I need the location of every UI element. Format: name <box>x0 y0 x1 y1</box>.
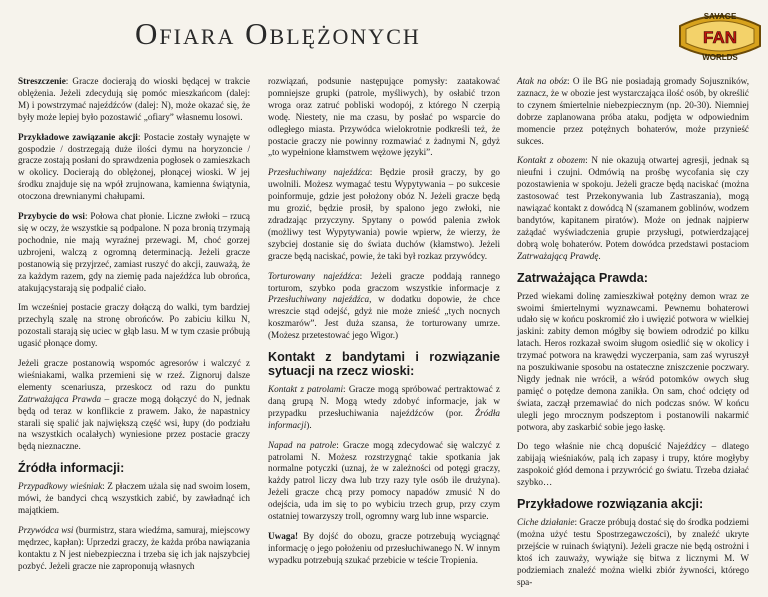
summary-paragraph: Streszczenie: Gracze docierają do wioski będącej w trakcie oblężenia. Jeżeli zdecydują się pomóc mieszkańcom (dalej: M) i powstrzymać najeźdźców (dalej: N), może okazać się, że były może lepiej było pozostawić „ofiary” własnemu losowi. <box>18 76 250 122</box>
tortured-paragraph: Torturowany najeźdźca: Jeżeli gracze poddają rannego torturom, szybko poda graczom wszystkie informacje z Przesłuchiwany najeźdźca, w dodatku dopowie, że chce wreszcie stąd odejść, gdyż nie może znieść „tych nocnych koszmarów”. Jest duża szansa, że torturowany umrze. (Możesz przetestować jego Wigor.) <box>268 270 500 341</box>
logo-top-text: SAVAGE <box>703 12 737 21</box>
patrol-contact-paragraph: Kontakt z patrolami: Gracze mogą spróbować pertraktować z daną grupą N. Mogą wtedy zdobyć informacje, jak w przypadku przesłuchiwania najeźdźców (por. Źródła informacji). <box>268 384 500 430</box>
logo-middle-text: FAN <box>703 28 737 47</box>
sources-heading: Źródła informacji: <box>18 461 125 476</box>
camp-contact-paragraph: Kontakt z obozem: N nie okazują otwartej agresji, jednak są nieufni i czujni. Odmówią na prośbę wycofania się czy pozostawienia w spokoju. Jeżeli gracze będą naciskać (można zastosować test Przekonywania lub Zastraszania), mogą nawiązać kontakt z dowódcą N (szamanem goblinów, wodzem bandytów, kapitanem piratów). Może on jednak najpierw zażądać wyświadczenia grupie przysługi, potwierdzającej dobrą wolę bohaterów. Potem dowódca przedstawi postaciom Zatrważającą Prawdę. <box>517 155 749 261</box>
interrogated-paragraph: Przesłuchiwany najeźdźca: Będzie prosił graczy, by go uwolnili. Możesz wymagać testu Wypytywania – po sukcesie poinformuje, gdzie jest położony obóz N. Jeżeli gracze będą mu grozić, będzie prosił, by spalono jego zwłoki, nie zdradzając przyczyny. Spytany o powód palenia zwłok (możliwy test Wypytywania) powie wpierw, że wierzy, że szybciej dostanie się do świata duchów (kłamstwo). Jeżeli gracze będą naciskać, powie, że taki był rozkaz przywódcy. <box>268 167 501 261</box>
savage-worlds-fan-logo <box>676 6 764 66</box>
raiders-goal-paragraph: Do tego właśnie nie chcą dopuścić Najeźdźcy – dlatego zabijają wieśniaków, palą ich zapasy i trupy, które mogłyby zaspokoić głód demona i przywrócić go światu. Trzeba działać szybko… <box>517 441 749 488</box>
villager-paragraph: Przypadkowy wieśniak: Z płaczem użala się nad swoim losem, mówi, że bandyci chcą wszystkich zabić, by zawładnąć ich majątkiem. <box>18 481 250 516</box>
logo-bottom-text: WORLDS <box>702 53 738 62</box>
truth-heading: Zatrważająca Prawda: <box>517 270 648 285</box>
leader-paragraph: Przywódca wsi (burmistrz, stara wiedźma, samuraj, miejscowy mędrzec, kapłan): Uprzedzi graczy, że każda próba nawiązania kontaktu z N jest niebezpieczna i trzeba się ich jak najszybciej pozbyć. Jeżeli gracze nie zaproponują własnych <box>18 525 250 571</box>
page-title <box>135 16 421 52</box>
join-attackers-paragraph: Jeżeli gracze postanowią wspomóc agresorów i walczyć z wieśniakami, walka przemieni się w rzeź. Zignoruj dalsze elementy scenariusza, przeskocz od razu do punktu Zatrważająca Prawda – gracze mogą dołączyć do N, jednak będą od teraz w konflikcie z prawem. Jako, że napastnicy starali się spalić jak największą część wsi, łupy (do podziału na wszystkich ocalałych) wyniesione przez postacie graczy będą nieznaczne. <box>18 358 250 452</box>
truth-paragraph: Przed wiekami dolinę zamieszkiwał potężny demon wraz ze swoimi śmiertelnymi wyznawcami. Pewnemu bohaterowi udało się w końcu poskromić zło i uwięzić potwora w wielkiej jaskini: zabity demon mógłby się bowiem odrodzić po kilku latach. Heros rozkazał swoim sługom osiedlić się w okolicy i trzymać potwora na krawędzi wyczerpania, sam zaś wyruszył na poszukiwanie sposobu na ostateczne zniszczenie poczwary. Nigdy jednak nie wrócił, a wśród potomków owych sług pamięć o potędze demona zanikła. On sam, choć odcięty od świata, zaczął przemawiać do nich podczas snów. W końcu ulegli jego mrocznym podszeptom i postanowili nakarmić potwora, aby zaskarbić sobie jego łaskę. <box>517 290 749 432</box>
examples-heading: Przykładowe rozwiązania akcji: <box>517 497 704 512</box>
column-2 <box>268 76 500 575</box>
column-1 <box>18 76 250 581</box>
contact-heading: Kontakt z bandytami i rozwiązanie sytuacji na rzecz wioski: <box>268 350 500 379</box>
column-3 <box>517 76 749 597</box>
camp-attack-paragraph: Atak na obóz: O ile BG nie posiadają gromady Sojuszników, zaznacz, że w obozie jest wystarczająca ilość osób, by określić to czynem śmiertelnie niebezpiecznym (np. 20-30). Niemniej dobrze zaplanowana próba ataku, podjęta w odpowiednim momencie przez potężnych bohaterów, może przynieść sukces. <box>517 76 749 146</box>
title-text: Ofiara Oblężonych <box>135 16 421 51</box>
patrol-raid-paragraph: Napad na patrole: Gracze mogą zdecydować się walczyć z patrolami N. Możesz rozstrzygnąć takie spotkania jak normalne potyczki (uznaj, że w zależności od potęgi graczy, każdy patrol liczy dwa lub trzy razy tyle osób ile drużyna). Jeżeli gracze chcą przy pomocy napadów zmusić N do odejścia, uda im się to po wybiciu trzech grup, przy czym ostatniej towarzyszy troll, ogromny warg lub inne wsparcie. <box>268 439 500 522</box>
battle-paragraph: Im wcześniej postacie graczy dołączą do walki, tym bardziej przechylą szalę na stronę obrońców. Po zabiciu kilku N, pozostali starają się uciec w głąb lasu. M w tym czasie próbują ugasić płonące domy. <box>18 302 250 349</box>
quiet-action-paragraph: Ciche działanie: Gracze próbują dostać się do środka podziemi (można użyć testu Spostrzegawczości), by znaleźć ukryte przejście w ruinach świątyni). Jeżeli gracze nie będą ostrożni i ktoś ich zauważy, wywiąże się bitwa z licznymi M. W podziemiach znaleźć można wielki zbiór żywności, którego spa- <box>517 517 750 587</box>
arrival-paragraph: Przybycie do wsi: Połowa chat płonie. Liczne zwłoki – rzucą się w oczy, że wszystkie są podpalone. N poza bronią trzymają pochodnie, nie mają wyraźnej przewagi. M, choć gorzej uzbrojeni, walczą z ogromną determinacją. Jeżeli gracze postanowią się przyjrzeć, zamiast ruszyć do akcji, zauważą, że za każdym razem, gdy na ziemię pada najeźdźca lub obrońca, atakującystarają się podpalić ciało. <box>18 211 250 293</box>
setup-paragraph: Przykładowe zawiązanie akcji: Postacie zostały wynajęte w gospodzie / dostrzegają duże ilości dymu na horyzoncie / gracze zostają posłani do sprawdzenia pogłosek o zamieszkach w okolicy. Docierają do oblężonej, płonącej wioski. W jej środku znajduje się na wpół zrujnowana, kamienna świątynia, otoczona drewnianymi chałupami. <box>18 131 250 202</box>
leader-continued-paragraph: rozwiązań, podsunie następujące pomysły: zaatakować pomniejsze grupki (patrole, myśliwych), by osłabić trzon wroga oraz zatruć pobliski wodopój, z którego N czerpią wodę. Niestety, nie ma czasu, by posłać po wsparcie do odległego miasta. Przywódca wielokrotnie podkreśli też, że postacie graczy nie powinny rozmawiać z żadnymi N, gdyż „to wypełnione kłamstwem wężowe języki”. <box>268 76 500 158</box>
note-paragraph: Uwaga! By dojść do obozu, gracze potrzebują wyciągnąć informację o jego położeniu od przesłuchiwanego N. W innym wypadku potrzebują szukać przebicie w teście Tropienia. <box>268 531 500 565</box>
